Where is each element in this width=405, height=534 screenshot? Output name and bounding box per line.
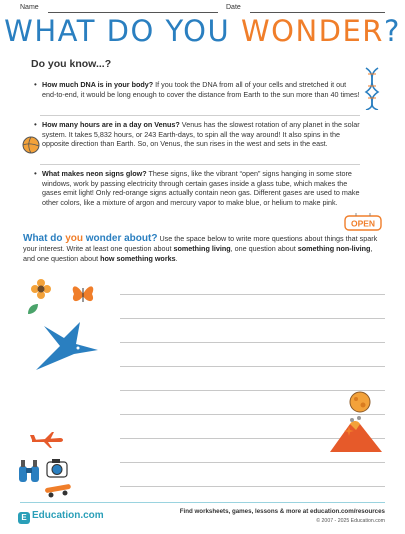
date-label: Date [226, 4, 241, 11]
open-sign-text: OPEN [350, 218, 376, 229]
education-logo[interactable]: E Education.com [18, 510, 104, 524]
writing-line[interactable] [120, 318, 385, 319]
writing-line[interactable] [120, 342, 385, 343]
skateboard-icon [44, 484, 72, 498]
writing-line[interactable] [120, 486, 385, 487]
writing-line[interactable] [120, 366, 385, 367]
logo-icon: E [18, 512, 30, 524]
name-field-line[interactable] [48, 12, 218, 13]
footer-link-text[interactable]: Find worksheets, games, lessons & more at education.com/resources [179, 508, 385, 515]
writing-line[interactable] [120, 414, 385, 415]
flower-icon [30, 278, 52, 300]
dna-icon [362, 66, 382, 110]
fact-question: What makes neon signs glow? [42, 169, 147, 178]
bird-icon [30, 316, 104, 374]
fact-question: How many hours are in a day on Venus? [42, 120, 180, 129]
binoculars-icon [18, 458, 40, 484]
name-label: Name [20, 4, 39, 11]
planet-icon [348, 390, 372, 414]
footer-copyright: © 2007 - 2025 Education.com [316, 518, 385, 524]
title-part-2: WONDER [240, 14, 384, 48]
leaf-icon [26, 302, 40, 316]
volcano-icon [326, 416, 386, 454]
writing-line[interactable] [120, 462, 385, 463]
wonder-section: What do you wonder about? Use the space below to write more questions about things that spark your interest. Write at least one question about something living, one question about something non-living, and one question about how something works. [23, 233, 378, 263]
fact-question: How much DNA is in your body? [42, 80, 154, 89]
fact-text: If you took the DNA from all of your cells and stretched it out end-to-end, it would be long enough to cover the distance from Earth to the sun more than 40 times! [42, 80, 360, 99]
writing-line[interactable] [120, 390, 385, 391]
date-field-line[interactable] [250, 12, 385, 13]
footer-divider [20, 502, 385, 503]
divider [40, 115, 360, 116]
fact-venus: • How many hours are in a day on Venus? Venus has the slowest rotation of any planet in the solar system. It takes 5,832 hours, or 243 Earth-days, to spin all the way around! It also spins in the opposite direction than Earth. So, on Venus, the sun rises in the west and sets in the east. [34, 120, 360, 148]
writing-line[interactable] [120, 294, 385, 295]
title-part-3: ? [383, 14, 401, 48]
title-part-1: WHAT DO YOU [4, 14, 241, 48]
fact-text: Venus has the slowest rotation of any planet in the solar system. It takes 5,832 hours, or 243 Earth-days, to spin all the way around! It also spins in the opposite direction than Earth. So, on Venus, the sun rises in the west and sets in the east. [42, 120, 360, 148]
name-date-row [20, 4, 385, 14]
page-title [0, 14, 405, 48]
divider [40, 164, 360, 165]
volleyball-icon [22, 136, 40, 154]
airplane-icon [30, 430, 64, 448]
wonder-heading: What do you wonder about? [23, 233, 158, 244]
butterfly-icon [70, 282, 96, 306]
camera-icon [46, 458, 68, 478]
fact-neon: • What makes neon signs glow? These signs, like the vibrant “open” signs hanging in some store windows, work by passing electricity through certain gases inside a glass tube, which makes the gases emit light! Only red-orange signs actually contain neon gas. Different gases are used to make other colors, like a mixture of argon and mercury vapor to make blue, or helium to make pink. [34, 169, 360, 207]
fact-text: These signs, like the vibrant “open” signs hanging in some store windows, work by passing electricity through certain gases inside a glass tube, which makes the gases emit light! Only red-orange signs actually contain neon gas. Different gases are used to make other colors, like a mixture of argon and mercury vapor to make blue, or helium to make pink. [42, 169, 360, 207]
open-sign-icon [344, 213, 382, 231]
fact-dna: • How much DNA is in your body? If you took the DNA from all of your cells and stretched it out end-to-end, it would be long enough to cover the distance from Earth to the sun more than 40 times! [34, 80, 360, 99]
do-you-know-heading: Do you know...? [31, 58, 112, 70]
sparkle-icon [344, 426, 354, 436]
